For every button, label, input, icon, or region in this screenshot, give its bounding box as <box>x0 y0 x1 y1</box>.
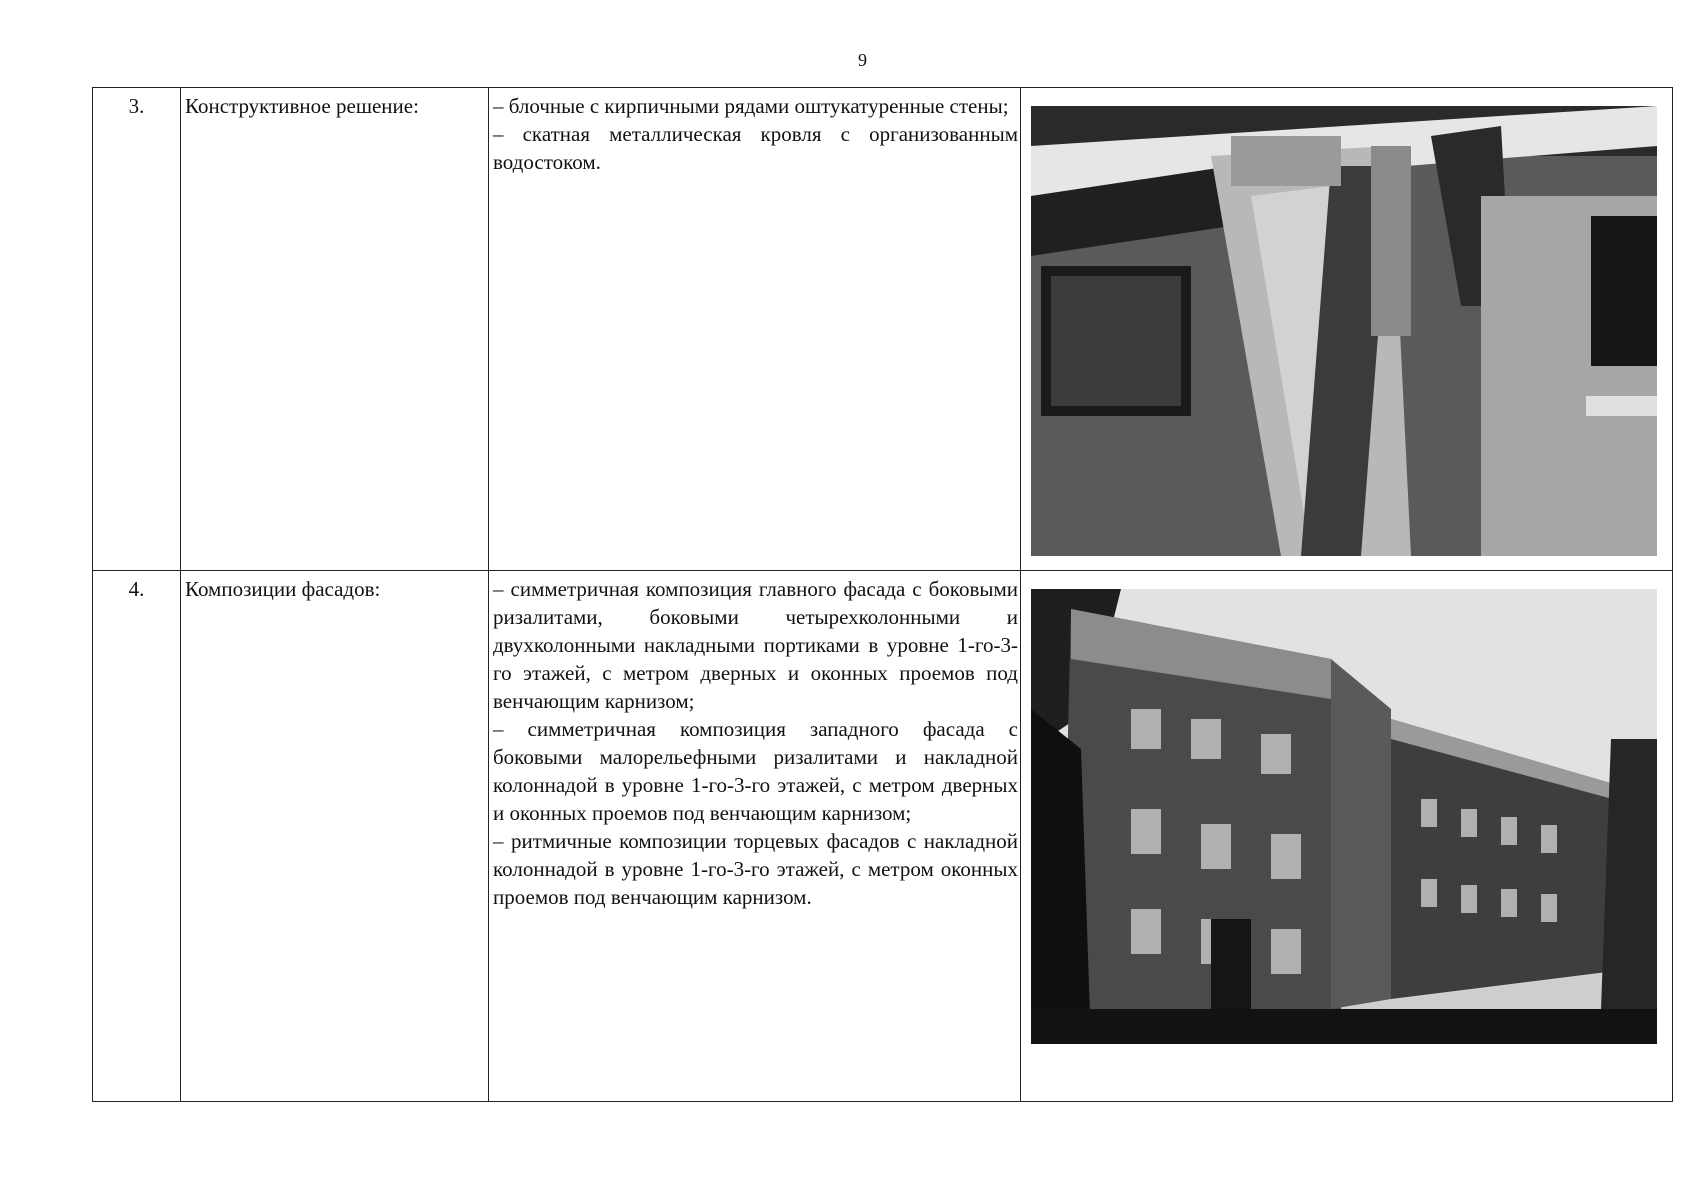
photo-cell <box>1021 88 1673 571</box>
specification-table <box>92 87 1673 1102</box>
description-item: – скатная металлическая кровля с организованным водостоком. <box>493 122 1018 174</box>
photo-wall-detail <box>1031 106 1657 556</box>
row-description <box>489 88 1021 571</box>
row-number: 4. <box>93 571 181 1102</box>
page-number: 9 <box>858 50 867 70</box>
table-row <box>93 571 1673 1102</box>
description-item: – ритмичные композиции торцевых фасадов с накладной колоннадой в уровне 1-го-3-го этажей, с метром оконных проемов под венчающим карнизом. <box>493 829 1018 909</box>
row-label: Конструктивное решение: <box>181 88 489 571</box>
table-row <box>93 88 1673 571</box>
row-description <box>489 571 1021 1102</box>
description-item: – блочные с кирпичными рядами оштукатуренные стены; <box>493 94 1009 118</box>
row-label: Композиции фасадов: <box>181 571 489 1102</box>
description-item: – симметричная композиция западного фасада с боковыми малорельефными ризалитами и накладной колоннадой в уровне 1-го-3-го этажей, с метром дверных и оконных проемов под венчающим карнизом; <box>493 717 1018 825</box>
photo-cell <box>1021 571 1673 1102</box>
photo-building-facade <box>1031 589 1657 1044</box>
description-item: – симметричная композиция главного фасада с боковыми ризалитами, боковыми четырехколонными и двухколонными накладными портиками в уровне 1-го-3-го этажей, с метром дверных и оконных проемов под венчающим карнизом; <box>493 577 1018 713</box>
row-number: 3. <box>93 88 181 571</box>
